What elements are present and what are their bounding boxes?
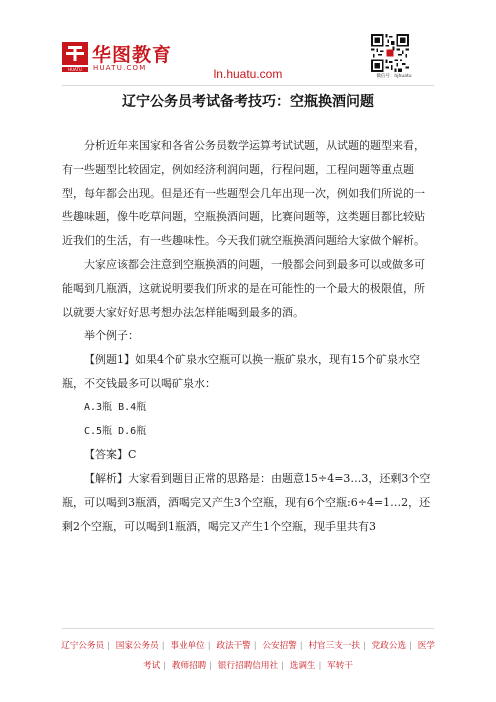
header-divider [62,85,434,86]
page-header [0,0,496,88]
footer-link[interactable]: 教师招聘 [171,661,207,671]
paragraph-intro: 分析近年来国家和各省公务员数学运算考试试题，从试题的题型来看，有一些题型比较固定，例如经济利润问题，行程问题，工程问题等重点题型，每年都会出现。但是还有一些题型会几年出现一次，例如我们所说的一些趣味题，像牛吃草问题，空瓶换酒问题，比赛问题等，这类题目都比较贴近我们的生活，有一些趣味性。今天我们就空瓶换酒问题给大家做个解析。 [62,139,425,248]
logo-subtext: HUATU.COM [93,64,147,72]
site-url-link[interactable]: ln.huatu.com [213,67,283,81]
option-row-ab: A.3瓶 B.4瓶 [84,401,147,413]
footer-link[interactable]: 公安招警 [262,641,297,651]
footer-link[interactable]: 医学考试 [143,641,435,671]
logo-text: 华图教育 [92,44,173,66]
paragraph-analysis: 【解析】大家看到题目正常的思路是：由题意15÷4=3…3，还剩3个空瓶，可以喝到3瓶酒，酒喝完又产生3个空瓶，现有6个空瓶:6÷4=1…2，还剩2个空瓶，可以喝到1瓶酒，喝完又产生1个空瓶，现手里共有3 [62,472,431,533]
footer-link[interactable]: 银行招聘信用社 [217,661,279,671]
qr-code-icon [371,34,409,72]
footer-link[interactable]: 选调生 [289,661,316,671]
answer-line: 【答案】C [84,448,137,462]
footer-link[interactable]: 事业单位 [170,641,205,651]
paragraph-explanation: 大家应该都会注意到空瓶换酒的问题，一般都会问到最多可以或做多可能喝到几瓶酒，这就说明要我们所求的是在可能性的一个最大的极限值，所以就要大家好好思考想办法怎样能喝到最多的酒。 [62,257,425,319]
paragraph-example-question: 【例题1】如果4个矿泉水空瓶可以换一瓶矿泉水，现有15个矿泉水空瓶，不交钱最多可以喝矿泉水： [62,353,420,390]
footer-link[interactable]: 辽宁公务员 [61,641,105,651]
footer-link[interactable]: 村官三支一扶 [308,641,361,651]
paragraph-example-lead: 举个例子： [84,329,139,343]
footer-link[interactable]: 国家公务员 [115,641,159,651]
footer-link[interactable]: 政法干警 [216,641,251,651]
logo-mark-label: HUATU [68,67,82,72]
footer-link[interactable]: 党政公选 [371,641,407,651]
qr-caption: 微信号：hjhuatu [376,74,412,79]
footer-link[interactable]: 军转干 [327,661,353,671]
article-body [62,134,434,539]
footer-divider [62,628,434,629]
option-row-cd: C.5瓶 D.6瓶 [84,425,147,437]
article-title: 辽宁公务员考试备考技巧：空瓶换酒问题 [122,94,374,110]
footer-links: 辽宁公务员 | 国家公务员 | 事业单位 | 政法干警 | 公安招警 | 村官三支一扶 | 党政公选 | 医学考试 | 教师招聘 | 银行招聘信用社 | 选调生 | 军转干 [61,641,435,671]
